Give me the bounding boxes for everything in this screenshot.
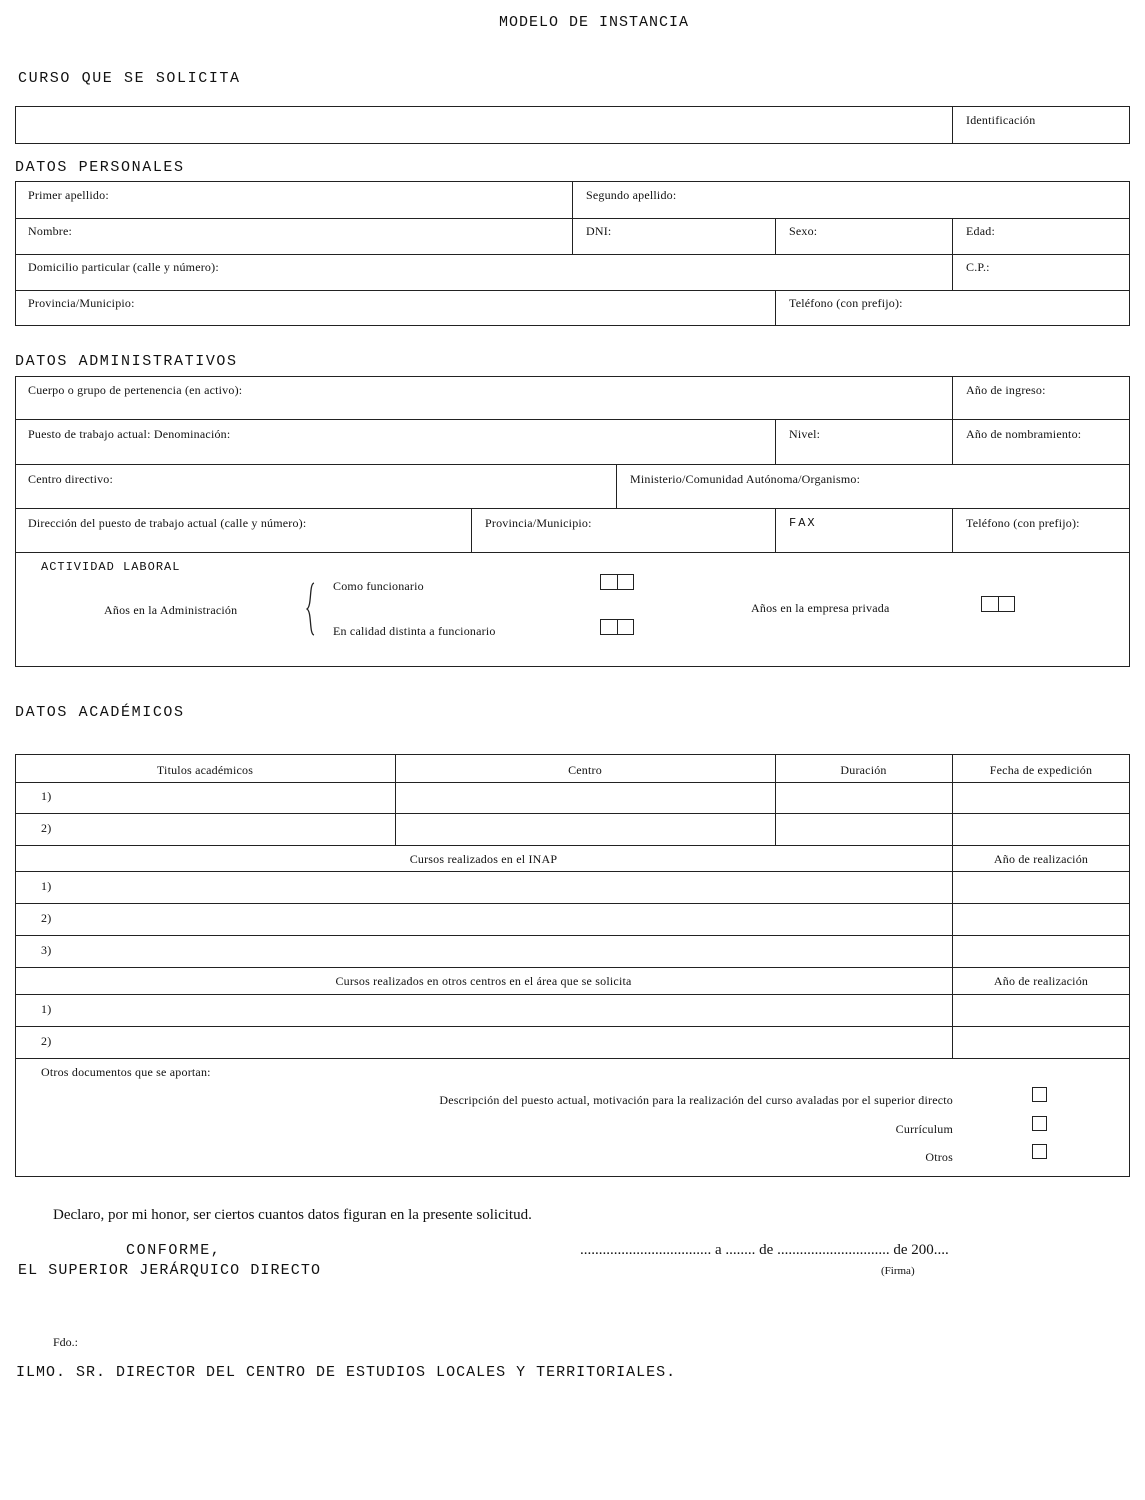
conforme-label: CONFORME, xyxy=(126,1242,222,1259)
divider xyxy=(15,464,1130,465)
telefono-field[interactable]: Teléfono (con prefijo): xyxy=(789,296,903,310)
divider xyxy=(15,935,1130,936)
cp-field[interactable]: C.P.: xyxy=(966,260,990,274)
otros-anio-header: Año de realización xyxy=(993,974,1089,988)
superior-label: EL SUPERIOR JERÁRQUICO DIRECTO xyxy=(18,1262,322,1279)
doc-curriculum-checkbox[interactable] xyxy=(1032,1116,1047,1131)
page-title: MODELO DE INSTANCIA xyxy=(499,14,690,31)
titulo-row-2[interactable]: 2) xyxy=(41,821,52,835)
divider xyxy=(15,419,1130,420)
puesto-field[interactable]: Puesto de trabajo actual: Denominación: xyxy=(28,427,231,441)
divider xyxy=(616,464,617,508)
titulo-row-1[interactable]: 1) xyxy=(41,789,52,803)
doc-curriculum-label: Currículum xyxy=(895,1122,953,1136)
anio-nombramiento-field[interactable]: Año de nombramiento: xyxy=(966,427,1082,441)
divider xyxy=(15,903,1130,904)
declaracion-text: Declaro, por mi honor, ser ciertos cuantos datos figuran en la presente solicitud. xyxy=(53,1207,532,1223)
divider xyxy=(15,967,1130,968)
administrativos-heading: DATOS ADMINISTRATIVOS xyxy=(15,353,238,370)
divider xyxy=(15,871,1130,872)
otros-row-1[interactable]: 1) xyxy=(41,1002,52,1016)
doc-otros-label: Otros xyxy=(925,1150,953,1164)
divider xyxy=(15,1026,1130,1027)
inap-row-2[interactable]: 2) xyxy=(41,911,52,925)
como-funcionario-label: Como funcionario xyxy=(333,579,424,593)
provincia-trabajo-field[interactable]: Provincia/Municipio: xyxy=(485,516,592,530)
direccion-field[interactable]: Dirección del puesto de trabajo actual (calle y número): xyxy=(28,516,307,530)
fax-field[interactable]: FAX xyxy=(789,516,817,530)
divider xyxy=(775,218,776,254)
inap-row-3[interactable]: 3) xyxy=(41,943,52,957)
col-titulos: Titulos académicos xyxy=(156,763,254,777)
doc-descripcion-checkbox[interactable] xyxy=(1032,1087,1047,1102)
divider xyxy=(775,419,776,464)
divider xyxy=(952,508,953,552)
divider xyxy=(775,508,776,552)
firma-label: (Firma) xyxy=(881,1265,915,1277)
identificacion-label: Identificación xyxy=(966,113,1036,127)
col-centro: Centro xyxy=(568,763,602,777)
primer-apellido-field[interactable]: Primer apellido: xyxy=(28,188,109,202)
otros-row-2[interactable]: 2) xyxy=(41,1034,52,1048)
divider xyxy=(15,845,1130,846)
divider xyxy=(15,254,1130,255)
curso-heading: CURSO QUE SE SOLICITA xyxy=(18,70,241,87)
divider xyxy=(952,376,953,464)
academicos-heading: DATOS ACADÉMICOS xyxy=(15,704,185,721)
distinta-funcionario-label: En calidad distinta a funcionario xyxy=(333,624,496,638)
curso-input[interactable] xyxy=(24,110,944,138)
anios-admin-label: Años en la Administración xyxy=(104,603,238,617)
divider xyxy=(15,782,1130,783)
segundo-apellido-field[interactable]: Segundo apellido: xyxy=(586,188,677,202)
domicilio-field[interactable]: Domicilio particular (calle y número): xyxy=(28,260,219,274)
nivel-field[interactable]: Nivel: xyxy=(789,427,821,441)
inap-row-1[interactable]: 1) xyxy=(41,879,52,893)
divider xyxy=(471,508,472,552)
doc-otros-checkbox[interactable] xyxy=(1032,1144,1047,1159)
divider xyxy=(952,754,953,1058)
divider xyxy=(952,218,953,290)
centro-directivo-field[interactable]: Centro directivo: xyxy=(28,472,114,486)
telefono-trabajo-field[interactable]: Teléfono (con prefijo): xyxy=(966,516,1080,530)
sexo-field[interactable]: Sexo: xyxy=(789,224,818,238)
fecha-line[interactable]: ................................... a ........ de .............................. de 200.... xyxy=(580,1242,949,1258)
divider xyxy=(15,1058,1130,1059)
ministerio-field[interactable]: Ministerio/Comunidad Autónoma/Organismo: xyxy=(630,472,861,486)
anio-ingreso-field[interactable]: Año de ingreso: xyxy=(966,383,1046,397)
col-fecha: Fecha de expedición xyxy=(989,763,1093,777)
empresa-privada-label: Años en la empresa privada xyxy=(751,601,890,615)
dni-field[interactable]: DNI: xyxy=(586,224,612,238)
inap-anio-header: Año de realización xyxy=(993,852,1089,866)
como-funcionario-years-box[interactable] xyxy=(600,574,634,590)
personales-heading: DATOS PERSONALES xyxy=(15,159,185,176)
otros-centros-header: Cursos realizados en otros centros en el área que se solicita xyxy=(335,974,632,988)
divider xyxy=(952,106,953,144)
divider xyxy=(15,813,1130,814)
brace-icon xyxy=(306,582,318,636)
divider xyxy=(15,994,1130,995)
divider xyxy=(15,508,1130,509)
otros-documentos-label: Otros documentos que se aportan: xyxy=(41,1065,211,1079)
distinta-funcionario-years-box[interactable] xyxy=(600,619,634,635)
academicos-box xyxy=(15,754,1130,1177)
edad-field[interactable]: Edad: xyxy=(966,224,995,238)
divider xyxy=(572,181,573,254)
divider xyxy=(15,552,1130,553)
col-duracion: Duración xyxy=(840,763,887,777)
cuerpo-field[interactable]: Cuerpo o grupo de pertenencia (en activo): xyxy=(28,383,243,397)
empresa-privada-years-box[interactable] xyxy=(981,596,1015,612)
director-line: ILMO. SR. DIRECTOR DEL CENTRO DE ESTUDIOS LOCALES Y TERRITORIALES. xyxy=(16,1364,677,1381)
divider xyxy=(15,290,1130,291)
actividad-heading: ACTIVIDAD LABORAL xyxy=(41,560,181,574)
inap-header: Cursos realizados en el INAP xyxy=(409,852,558,866)
nombre-field[interactable]: Nombre: xyxy=(28,224,73,238)
divider xyxy=(775,290,776,326)
fdo-label: Fdo.: xyxy=(53,1335,79,1349)
doc-descripcion-label: Descripción del puesto actual, motivación para la realización del curso avaladas por el superior directo xyxy=(439,1093,953,1107)
provincia-field[interactable]: Provincia/Municipio: xyxy=(28,296,135,310)
